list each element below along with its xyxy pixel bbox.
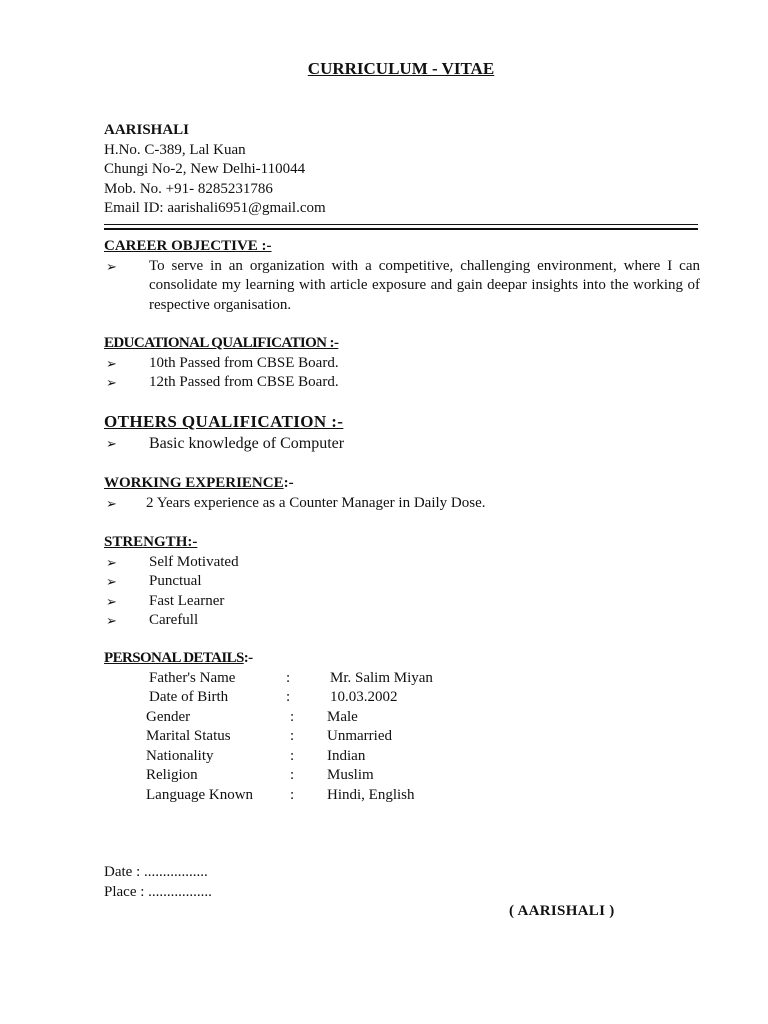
arrow-bullet-icon: ➢ (106, 554, 117, 570)
contact-block (104, 121, 704, 219)
personal-heading-text: PERSONAL DETAILS (104, 650, 244, 666)
detail-label: Religion (146, 767, 198, 784)
email-address: Email ID: aarishali6951@gmail.com (104, 200, 326, 216)
bullet-text: Fast Learner (149, 592, 225, 609)
mobile-number: Mob. No. +91- 8285231786 (104, 180, 273, 197)
experience-list (104, 494, 704, 514)
bullet-item (104, 494, 704, 514)
personal-detail-row (104, 669, 704, 689)
detail-separator: : (286, 669, 291, 686)
personal-detail-row (104, 688, 704, 708)
detail-value: Hindi, English (327, 787, 415, 804)
arrow-bullet-icon: ➢ (106, 436, 117, 451)
bullet-item (104, 433, 704, 455)
others-list (104, 433, 704, 455)
detail-label: Language Known (146, 787, 254, 804)
career-objective-text: To serve in an organization with a competitive, challenging environment, where I can consolidate my learning with article exposure and gain deepar insights into the working of respective organisation. (149, 257, 700, 313)
bullet-text: 2 Years experience as a Counter Manager in Daily Dose. (146, 494, 486, 511)
bullet-item (104, 354, 704, 374)
personal-heading-suffix: :- (243, 650, 253, 666)
detail-label: Date of Birth (149, 689, 229, 706)
document-title: CURRICULUM - VITAE (307, 59, 495, 78)
detail-value: 10.03.2002 (330, 689, 398, 706)
arrow-bullet-icon: ➢ (106, 574, 117, 589)
experience-heading-text: WORKING EXPERIENCE (104, 475, 284, 491)
personal-detail-row (104, 708, 704, 728)
detail-label: Gender (146, 708, 191, 725)
footer-block (104, 863, 704, 902)
arrow-bullet-icon: ➢ (106, 495, 117, 511)
experience-heading-suffix: :- (283, 475, 294, 491)
experience-heading (104, 474, 704, 494)
detail-separator: : (290, 747, 295, 764)
date-field: Date : ................. (104, 864, 208, 880)
strength-section (104, 533, 704, 631)
detail-label: Father's Name (149, 669, 236, 686)
bullet-text: Punctual (149, 573, 202, 589)
arrow-bullet-icon: ➢ (106, 613, 117, 628)
arrow-bullet-icon: ➢ (106, 355, 117, 371)
arrow-bullet-icon: ➢ (106, 258, 117, 274)
bullet-item (104, 553, 704, 573)
career-objective-section (104, 237, 700, 315)
place-field: Place : ................. (104, 883, 212, 900)
bullet-text: Self Motivated (149, 553, 239, 570)
bullet-item (104, 373, 704, 393)
personal-section (104, 649, 704, 806)
applicant-name: AARISHALI (104, 122, 190, 138)
education-list (104, 354, 704, 393)
career-objective-heading: CAREER OBJECTIVE :- (104, 238, 272, 254)
personal-detail-row (104, 766, 704, 786)
detail-separator: : (290, 728, 295, 745)
personal-details-table (104, 669, 704, 806)
detail-value: Male (327, 708, 358, 725)
others-heading: OTHERS QUALIFICATION :- (104, 412, 344, 431)
detail-separator: : (290, 708, 295, 725)
career-objective-item (104, 257, 700, 316)
detail-separator: : (290, 787, 295, 804)
bullet-item (104, 592, 704, 612)
personal-detail-row (104, 786, 704, 806)
divider-thick (104, 228, 698, 230)
address-line-2: Chungi No-2, New Delhi-110044 (104, 161, 306, 177)
bullet-text: 10th Passed from CBSE Board. (149, 354, 339, 371)
education-section (104, 334, 704, 393)
detail-separator: : (286, 689, 291, 706)
address-line-1: H.No. C-389, Lal Kuan (104, 141, 246, 158)
detail-label: Nationality (146, 747, 214, 764)
arrow-bullet-icon: ➢ (106, 593, 117, 609)
bullet-item (104, 572, 704, 592)
experience-section (104, 474, 704, 513)
bullet-text: 12th Passed from CBSE Board. (149, 374, 339, 390)
bullet-text: Basic knowledge of Computer (149, 435, 345, 452)
arrow-bullet-icon: ➢ (106, 375, 117, 390)
strength-list (104, 553, 704, 631)
detail-value: Muslim (327, 767, 374, 784)
signature-name: ( AARISHALI ) (509, 903, 615, 919)
others-section (104, 411, 704, 455)
detail-label: Marital Status (146, 728, 231, 745)
divider-thin (104, 224, 698, 225)
bullet-item (104, 611, 704, 631)
education-heading: EDUCATIONAL QUALIFICATION :- (104, 335, 339, 351)
personal-detail-row (104, 747, 704, 767)
personal-heading (104, 649, 704, 669)
personal-detail-row (104, 727, 704, 747)
detail-value: Unmarried (327, 728, 392, 745)
detail-value: Mr. Salim Miyan (330, 669, 433, 686)
detail-value: Indian (327, 747, 366, 764)
strength-heading: STRENGTH:- (104, 534, 198, 550)
bullet-text: Carefull (149, 612, 199, 628)
detail-separator: : (290, 767, 295, 784)
